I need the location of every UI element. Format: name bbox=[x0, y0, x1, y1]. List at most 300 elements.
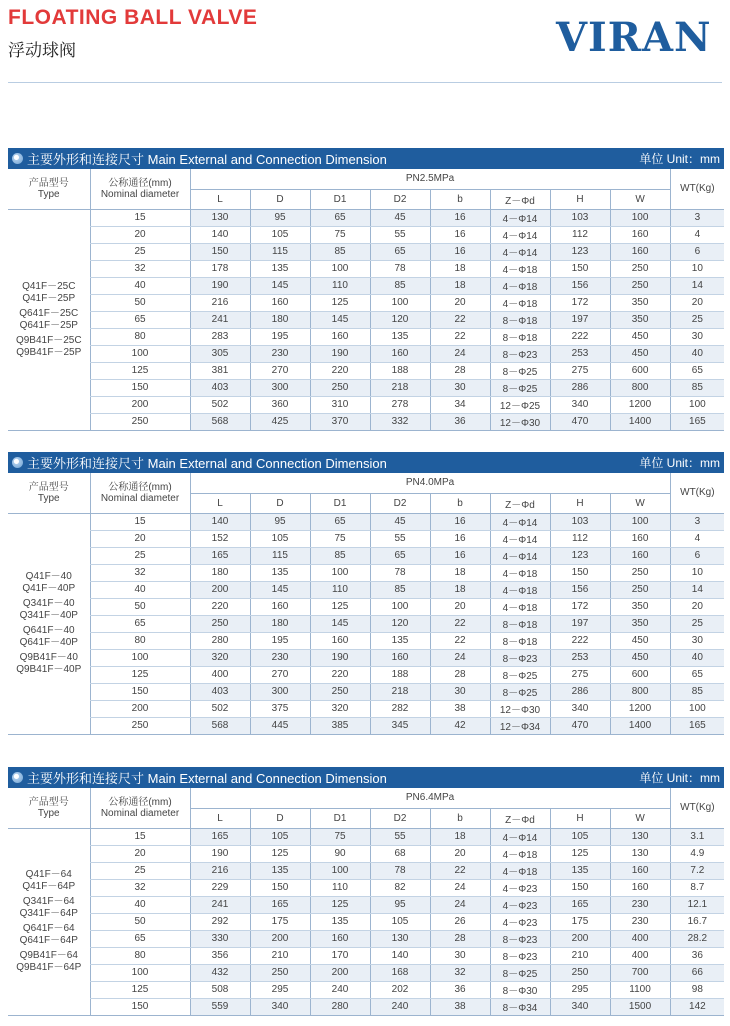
table-cell: 45 bbox=[370, 209, 430, 226]
table-row bbox=[8, 345, 724, 362]
table-row bbox=[8, 862, 724, 879]
table-cell: 160 bbox=[310, 328, 370, 345]
table-cell: 250 bbox=[610, 277, 670, 294]
dimension-section-pn64 bbox=[8, 767, 724, 1016]
table-cell: 188 bbox=[370, 666, 430, 683]
table-cell: 125 bbox=[550, 845, 610, 862]
dim-column-header: D bbox=[250, 189, 310, 209]
dn-header bbox=[90, 788, 190, 828]
page-title-chinese: 浮动球阀 bbox=[8, 41, 76, 61]
table-cell: 4－Φ14 bbox=[490, 513, 550, 530]
table-cell: 4－Φ18 bbox=[490, 862, 550, 879]
table-cell: 4－Φ14 bbox=[490, 209, 550, 226]
table-row bbox=[8, 649, 724, 666]
table-cell: 160 bbox=[250, 294, 310, 311]
table-cell: 178 bbox=[190, 260, 250, 277]
table-cell: 130 bbox=[610, 828, 670, 845]
nominal-diameter-cell: 65 bbox=[90, 311, 190, 328]
dim-column-header: b bbox=[430, 493, 490, 513]
table-row bbox=[8, 981, 724, 998]
table-cell: 28 bbox=[430, 666, 490, 683]
dn-header-en: Nominal diameter bbox=[100, 807, 180, 819]
dim-column-header: W bbox=[610, 493, 670, 513]
dim-column-header: D1 bbox=[310, 493, 370, 513]
table-cell: 112 bbox=[550, 226, 610, 243]
nominal-diameter-cell: 25 bbox=[90, 243, 190, 260]
table-row bbox=[8, 930, 724, 947]
table-cell: 8－Φ25 bbox=[490, 964, 550, 981]
table-cell: 170 bbox=[310, 947, 370, 964]
dn-header bbox=[90, 169, 190, 209]
table-cell: 20 bbox=[430, 294, 490, 311]
table-cell: 135 bbox=[550, 862, 610, 879]
table-cell: 350 bbox=[610, 598, 670, 615]
table-cell: 22 bbox=[430, 328, 490, 345]
nominal-diameter-cell: 50 bbox=[90, 913, 190, 930]
table-row bbox=[8, 513, 724, 530]
table-row bbox=[8, 564, 724, 581]
table-row bbox=[8, 413, 724, 430]
model-group: Q641F－25C Q641F－25P bbox=[19, 307, 79, 331]
table-cell: 115 bbox=[250, 547, 310, 564]
table-cell: 800 bbox=[610, 379, 670, 396]
table-cell: 400 bbox=[190, 666, 250, 683]
dim-column-header: D bbox=[250, 808, 310, 828]
table-cell: 250 bbox=[310, 379, 370, 396]
table-cell: 18 bbox=[430, 260, 490, 277]
table-cell: 105 bbox=[250, 828, 310, 845]
table-cell: 160 bbox=[610, 862, 670, 879]
bullet-icon bbox=[12, 772, 23, 783]
table-cell: 135 bbox=[370, 632, 430, 649]
table-cell: 160 bbox=[250, 598, 310, 615]
dim-column-header: L bbox=[190, 189, 250, 209]
table-cell: 216 bbox=[190, 862, 250, 879]
nominal-diameter-cell: 80 bbox=[90, 947, 190, 964]
table-cell: 283 bbox=[190, 328, 250, 345]
table-cell: 100 bbox=[670, 396, 724, 413]
table-row bbox=[8, 209, 724, 226]
nominal-diameter-cell: 65 bbox=[90, 615, 190, 632]
dim-column-header: b bbox=[430, 808, 490, 828]
table-cell: 350 bbox=[610, 294, 670, 311]
table-cell: 12.1 bbox=[670, 896, 724, 913]
table-cell: 320 bbox=[190, 649, 250, 666]
table-cell: 4－Φ14 bbox=[490, 226, 550, 243]
table-cell: 202 bbox=[370, 981, 430, 998]
dn-header-en: Nominal diameter bbox=[100, 188, 180, 200]
table-cell: 120 bbox=[370, 615, 430, 632]
table-cell: 150 bbox=[190, 243, 250, 260]
table-cell: 78 bbox=[370, 260, 430, 277]
table-row bbox=[8, 311, 724, 328]
table-cell: 190 bbox=[190, 845, 250, 862]
model-group: Q41F－25C Q41F－25P bbox=[22, 280, 76, 304]
table-cell: 12－Φ25 bbox=[490, 396, 550, 413]
table-cell: 250 bbox=[610, 581, 670, 598]
table-cell: 1400 bbox=[610, 717, 670, 734]
nominal-diameter-cell: 200 bbox=[90, 396, 190, 413]
section-title: 主要外形和连接尺寸 Main External and Connection Dimension bbox=[27, 456, 387, 471]
table-cell: 160 bbox=[610, 530, 670, 547]
table-cell: 559 bbox=[190, 998, 250, 1015]
table-cell: 150 bbox=[550, 564, 610, 581]
nominal-diameter-cell: 40 bbox=[90, 896, 190, 913]
table-cell: 4－Φ18 bbox=[490, 260, 550, 277]
nominal-diameter-cell: 50 bbox=[90, 294, 190, 311]
table-cell: 220 bbox=[310, 666, 370, 683]
table-cell: 36 bbox=[430, 981, 490, 998]
table-cell: 230 bbox=[610, 896, 670, 913]
table-cell: 345 bbox=[370, 717, 430, 734]
table-cell: 450 bbox=[610, 345, 670, 362]
table-row bbox=[8, 581, 724, 598]
table-row bbox=[8, 277, 724, 294]
section-title: 主要外形和连接尺寸 Main External and Connection Dimension bbox=[27, 152, 387, 167]
table-cell: 253 bbox=[550, 649, 610, 666]
table-cell: 216 bbox=[190, 294, 250, 311]
table-cell: 195 bbox=[250, 328, 310, 345]
table-cell: 400 bbox=[610, 930, 670, 947]
dimension-table bbox=[8, 473, 724, 735]
dimension-section-pn40 bbox=[8, 452, 724, 735]
table-cell: 4－Φ18 bbox=[490, 294, 550, 311]
table-cell: 90 bbox=[310, 845, 370, 862]
table-cell: 16 bbox=[430, 209, 490, 226]
dim-column-header: D2 bbox=[370, 189, 430, 209]
table-row bbox=[8, 717, 724, 734]
table-cell: 310 bbox=[310, 396, 370, 413]
table-cell: 568 bbox=[190, 717, 250, 734]
model-header bbox=[8, 473, 90, 513]
table-cell: 8－Φ18 bbox=[490, 328, 550, 345]
table-cell: 4－Φ23 bbox=[490, 896, 550, 913]
table-cell: 445 bbox=[250, 717, 310, 734]
table-cell: 123 bbox=[550, 243, 610, 260]
table-cell: 22 bbox=[430, 311, 490, 328]
table-cell: 241 bbox=[190, 311, 250, 328]
table-row bbox=[8, 879, 724, 896]
model-header-en: Type bbox=[37, 807, 60, 819]
nominal-diameter-cell: 15 bbox=[90, 828, 190, 845]
table-row bbox=[8, 828, 724, 845]
table-cell: 385 bbox=[310, 717, 370, 734]
pressure-header: PN4.0MPa bbox=[190, 473, 670, 493]
table-cell: 125 bbox=[250, 845, 310, 862]
table-cell: 190 bbox=[190, 277, 250, 294]
table-cell: 8.7 bbox=[670, 879, 724, 896]
table-cell: 190 bbox=[310, 345, 370, 362]
table-cell: 340 bbox=[550, 396, 610, 413]
table-cell: 38 bbox=[430, 700, 490, 717]
table-cell: 6 bbox=[670, 243, 724, 260]
dim-column-header: Z－Φd bbox=[490, 189, 550, 209]
table-cell: 135 bbox=[250, 260, 310, 277]
model-list bbox=[8, 828, 90, 1015]
table-cell: 100 bbox=[310, 862, 370, 879]
table-cell: 156 bbox=[550, 581, 610, 598]
dim-column-header: D1 bbox=[310, 808, 370, 828]
table-cell: 450 bbox=[610, 632, 670, 649]
table-cell: 229 bbox=[190, 879, 250, 896]
table-row bbox=[8, 362, 724, 379]
table-cell: 230 bbox=[250, 345, 310, 362]
table-cell: 12－Φ34 bbox=[490, 717, 550, 734]
table-cell: 3 bbox=[670, 513, 724, 530]
model-group: Q341F－40 Q341F－40P bbox=[19, 598, 78, 621]
table-cell: 4－Φ14 bbox=[490, 530, 550, 547]
bullet-icon bbox=[12, 457, 23, 468]
table-cell: 22 bbox=[430, 615, 490, 632]
nominal-diameter-cell: 32 bbox=[90, 564, 190, 581]
table-cell: 4－Φ18 bbox=[490, 564, 550, 581]
nominal-diameter-cell: 80 bbox=[90, 632, 190, 649]
nominal-diameter-cell: 80 bbox=[90, 328, 190, 345]
model-group: Q41F－64 Q41F－64P bbox=[22, 869, 76, 892]
dim-column-header: Z－Φd bbox=[490, 808, 550, 828]
model-group: Q9B41F－40 Q9B41F－40P bbox=[16, 652, 82, 675]
table-cell: 8－Φ30 bbox=[490, 981, 550, 998]
table-cell: 160 bbox=[370, 649, 430, 666]
nominal-diameter-cell: 32 bbox=[90, 879, 190, 896]
table-cell: 24 bbox=[430, 879, 490, 896]
table-cell: 4.9 bbox=[670, 845, 724, 862]
table-row bbox=[8, 260, 724, 277]
table-cell: 280 bbox=[190, 632, 250, 649]
table-cell: 24 bbox=[430, 345, 490, 362]
table-cell: 332 bbox=[370, 413, 430, 430]
table-row bbox=[8, 998, 724, 1015]
table-cell: 152 bbox=[190, 530, 250, 547]
table-cell: 7.2 bbox=[670, 862, 724, 879]
table-cell: 218 bbox=[370, 379, 430, 396]
table-cell: 300 bbox=[250, 683, 310, 700]
table-cell: 160 bbox=[370, 345, 430, 362]
table-cell: 95 bbox=[250, 513, 310, 530]
table-cell: 16 bbox=[430, 226, 490, 243]
table-cell: 156 bbox=[550, 277, 610, 294]
table-cell: 188 bbox=[370, 362, 430, 379]
model-group: Q41F－40 Q41F－40P bbox=[22, 571, 76, 594]
header-divider bbox=[8, 82, 722, 83]
pressure-header: PN6.4MPa bbox=[190, 788, 670, 808]
table-cell: 18 bbox=[430, 277, 490, 294]
table-cell: 210 bbox=[250, 947, 310, 964]
table-cell: 130 bbox=[370, 930, 430, 947]
nominal-diameter-cell: 125 bbox=[90, 362, 190, 379]
table-cell: 18 bbox=[430, 581, 490, 598]
table-cell: 160 bbox=[610, 243, 670, 260]
table-cell: 4－Φ18 bbox=[490, 598, 550, 615]
table-cell: 110 bbox=[310, 277, 370, 294]
table-cell: 350 bbox=[610, 615, 670, 632]
table-cell: 112 bbox=[550, 530, 610, 547]
table-cell: 508 bbox=[190, 981, 250, 998]
table-cell: 340 bbox=[250, 998, 310, 1015]
table-cell: 100 bbox=[610, 513, 670, 530]
table-cell: 30 bbox=[670, 632, 724, 649]
nominal-diameter-cell: 25 bbox=[90, 862, 190, 879]
dimension-table bbox=[8, 169, 724, 431]
table-cell: 450 bbox=[610, 649, 670, 666]
model-header bbox=[8, 169, 90, 209]
table-cell: 4－Φ14 bbox=[490, 828, 550, 845]
table-cell: 24 bbox=[430, 649, 490, 666]
nominal-diameter-cell: 20 bbox=[90, 845, 190, 862]
table-cell: 115 bbox=[250, 243, 310, 260]
nominal-diameter-cell: 20 bbox=[90, 530, 190, 547]
table-cell: 34 bbox=[430, 396, 490, 413]
table-cell: 100 bbox=[370, 598, 430, 615]
table-cell: 403 bbox=[190, 379, 250, 396]
table-cell: 340 bbox=[550, 998, 610, 1015]
nominal-diameter-cell: 50 bbox=[90, 598, 190, 615]
table-cell: 800 bbox=[610, 683, 670, 700]
table-cell: 175 bbox=[550, 913, 610, 930]
table-cell: 4－Φ14 bbox=[490, 547, 550, 564]
table-cell: 1200 bbox=[610, 396, 670, 413]
table-cell: 432 bbox=[190, 964, 250, 981]
table-cell: 1200 bbox=[610, 700, 670, 717]
table-cell: 105 bbox=[370, 913, 430, 930]
table-cell: 4－Φ14 bbox=[490, 243, 550, 260]
table-cell: 230 bbox=[610, 913, 670, 930]
table-cell: 190 bbox=[310, 649, 370, 666]
table-cell: 14 bbox=[670, 581, 724, 598]
table-cell: 240 bbox=[310, 981, 370, 998]
table-cell: 165 bbox=[190, 547, 250, 564]
table-cell: 220 bbox=[190, 598, 250, 615]
nominal-diameter-cell: 40 bbox=[90, 277, 190, 294]
table-cell: 82 bbox=[370, 879, 430, 896]
table-cell: 160 bbox=[610, 879, 670, 896]
table-cell: 30 bbox=[430, 683, 490, 700]
table-cell: 135 bbox=[310, 913, 370, 930]
table-cell: 110 bbox=[310, 581, 370, 598]
table-cell: 180 bbox=[250, 615, 310, 632]
table-cell: 20 bbox=[670, 598, 724, 615]
table-cell: 305 bbox=[190, 345, 250, 362]
dim-column-header: W bbox=[610, 808, 670, 828]
table-cell: 3 bbox=[670, 209, 724, 226]
section-header bbox=[8, 148, 724, 169]
model-header-cn: 产品型号 bbox=[28, 177, 69, 189]
table-cell: 160 bbox=[610, 226, 670, 243]
model-group: Q641F－40 Q641F－40P bbox=[19, 625, 78, 648]
table-cell: 100 bbox=[310, 564, 370, 581]
table-cell: 292 bbox=[190, 913, 250, 930]
dim-column-header: D2 bbox=[370, 493, 430, 513]
table-row bbox=[8, 947, 724, 964]
table-cell: 95 bbox=[250, 209, 310, 226]
weight-header: WT(Kg) bbox=[670, 169, 724, 209]
dim-column-header: b bbox=[430, 189, 490, 209]
table-cell: 65 bbox=[670, 362, 724, 379]
table-cell: 1100 bbox=[610, 981, 670, 998]
table-cell: 78 bbox=[370, 564, 430, 581]
table-cell: 123 bbox=[550, 547, 610, 564]
table-cell: 65 bbox=[370, 547, 430, 564]
table-cell: 220 bbox=[310, 362, 370, 379]
table-cell: 75 bbox=[310, 530, 370, 547]
dim-column-header: W bbox=[610, 189, 670, 209]
table-cell: 10 bbox=[670, 260, 724, 277]
table-cell: 218 bbox=[370, 683, 430, 700]
unit-label: 单位 Unit：mm bbox=[639, 771, 720, 785]
table-cell: 100 bbox=[610, 209, 670, 226]
model-group: Q641F－64 Q641F－64P bbox=[19, 923, 78, 946]
table-cell: 10 bbox=[670, 564, 724, 581]
table-cell: 240 bbox=[370, 998, 430, 1015]
table-cell: 502 bbox=[190, 396, 250, 413]
table-cell: 55 bbox=[370, 828, 430, 845]
table-cell: 282 bbox=[370, 700, 430, 717]
table-cell: 100 bbox=[370, 294, 430, 311]
table-cell: 68 bbox=[370, 845, 430, 862]
table-row bbox=[8, 396, 724, 413]
nominal-diameter-cell: 20 bbox=[90, 226, 190, 243]
page-title-english: FLOATING BALL VALVE bbox=[8, 6, 258, 29]
nominal-diameter-cell: 125 bbox=[90, 981, 190, 998]
table-cell: 85 bbox=[310, 547, 370, 564]
table-cell: 18 bbox=[430, 564, 490, 581]
section-header bbox=[8, 452, 724, 473]
table-cell: 8－Φ25 bbox=[490, 362, 550, 379]
table-cell: 160 bbox=[610, 547, 670, 564]
table-cell: 250 bbox=[190, 615, 250, 632]
table-cell: 360 bbox=[250, 396, 310, 413]
table-cell: 165 bbox=[550, 896, 610, 913]
table-cell: 250 bbox=[310, 683, 370, 700]
weight-header: WT(Kg) bbox=[670, 473, 724, 513]
table-cell: 241 bbox=[190, 896, 250, 913]
table-cell: 28.2 bbox=[670, 930, 724, 947]
table-cell: 105 bbox=[550, 828, 610, 845]
table-cell: 145 bbox=[250, 277, 310, 294]
table-row bbox=[8, 226, 724, 243]
table-row bbox=[8, 913, 724, 930]
table-cell: 66 bbox=[670, 964, 724, 981]
table-cell: 130 bbox=[190, 209, 250, 226]
nominal-diameter-cell: 100 bbox=[90, 649, 190, 666]
table-cell: 270 bbox=[250, 666, 310, 683]
nominal-diameter-cell: 40 bbox=[90, 581, 190, 598]
table-cell: 8－Φ23 bbox=[490, 947, 550, 964]
table-cell: 25 bbox=[670, 311, 724, 328]
table-cell: 4－Φ23 bbox=[490, 879, 550, 896]
dim-column-header: H bbox=[550, 493, 610, 513]
table-cell: 140 bbox=[190, 513, 250, 530]
table-cell: 150 bbox=[250, 879, 310, 896]
table-cell: 28 bbox=[430, 362, 490, 379]
nominal-diameter-cell: 25 bbox=[90, 547, 190, 564]
table-cell: 270 bbox=[250, 362, 310, 379]
table-cell: 100 bbox=[670, 700, 724, 717]
table-row bbox=[8, 683, 724, 700]
table-row bbox=[8, 964, 724, 981]
table-cell: 295 bbox=[550, 981, 610, 998]
table-cell: 142 bbox=[670, 998, 724, 1015]
table-cell: 295 bbox=[250, 981, 310, 998]
table-cell: 20 bbox=[430, 598, 490, 615]
table-row bbox=[8, 328, 724, 345]
table-cell: 75 bbox=[310, 226, 370, 243]
table-row bbox=[8, 896, 724, 913]
table-cell: 180 bbox=[190, 564, 250, 581]
table-cell: 45 bbox=[370, 513, 430, 530]
table-cell: 75 bbox=[310, 828, 370, 845]
section-header bbox=[8, 767, 724, 788]
